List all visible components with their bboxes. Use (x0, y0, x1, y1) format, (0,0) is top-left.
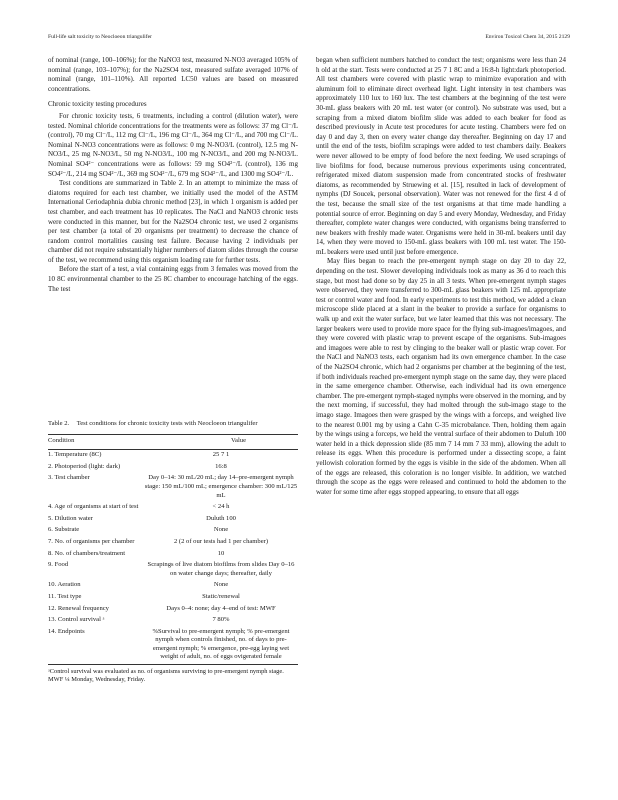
table-row (48, 514, 298, 526)
table-row (48, 592, 298, 604)
table-cell-value: Scrapings of live diatom biofilms from slides Day 0–16 on water change days; thereafter, daily (147, 561, 295, 577)
table-bottom-rule (48, 664, 298, 665)
table-row (48, 560, 298, 580)
table-cell-value: None (213, 526, 229, 534)
table-label: Table 2. (48, 420, 70, 427)
paragraph-treatments: For chronic toxicity tests, 6 treatments, including a control (dilution water), were tested. Nominal chloride concentrations for the treatments were as follows: 37 mg Cl⁻/L (control), 70 mg Cl⁻/L, 112 mg Cl⁻/L, 196 mg Cl⁻/L, 364 mg Cl⁻/L, and 700 mg Cl⁻/L. Nominal N-NO3 concentrations were as follows: 0 mg N-NO3/L (control), 12.5 mg N-NO3/L, 25 mg N-NO3/L, 50 mg N-NO3/L, 100 mg N-NO3/L, and 200 mg N-NO3/L. Nominal SO4²⁻ concentrations were as follows: 59 mg SO4²⁻/L (control), 136 mg SO4²⁻/L, 214 mg SO4²⁻/L, 369 mg SO4²⁻/L, 679 mg SO4²⁻/L, and 1300 mg SO4²⁻/L. (48, 111, 298, 178)
table-row (48, 604, 298, 616)
table-cell-value: Static/renewal (202, 592, 240, 600)
footnote-a: ᵃControl survival was evaluated as no. of organisms surviving to pre-emergent nymph stage. (48, 668, 284, 676)
table-row (48, 627, 298, 664)
table-header (48, 435, 298, 450)
paragraph-measured-concentrations: of nominal (range, 100–106%); for the NaNO3 test, measured N-NO3 averaged 105% of nominal (range, 103–107%); for the Na2SO4 test, measured sulfate averaged 107% of nominal (range, 101–110%). All reported LC50 values are based on measured concentrations. (48, 56, 298, 93)
table-cell-value: None (213, 581, 229, 589)
table-cell-condition: 9. Food (48, 561, 69, 569)
table-cell-value: %Survival to pre-emergent nymph; % pre-emergent nymph when controls finished, no. of days to pre-emergent nymph; % emergence, pre-egg laying wet weight of adult, no. of eggs ovigerated female (152, 627, 290, 661)
table-cell-condition: 7. No. of organisms per chamber (48, 537, 135, 545)
table-cell-value: Day 0–14: 30 mL/20 mL; day 14–pre-emergent nymph stage: 150 mL/100 mL; emergence chamber: 300 mL/125 mL (144, 474, 298, 499)
paragraph-emergence: May flies began to reach the pre-emergent nymph stage on day 20 to day 22, depending on the test. Slower developing individuals took as many as 36 d to reach this stage, but most had done so by day 25 in all 3 tests. When pre-emergent nymph stages were observed, they were transferred to 300-mL glass beakers with 125 mL appropriate test or control water and food. In early experiments to test this method, we added a clean microscope slide placed at a slant in the beaker to provide a surface for organisms to walk up and exit the water surface, but we later learned that this was not necessary. The larger beakers were used to provide more space for the flying sub-imagoes/imagoes, and they were covered with plastic wrap to prevent escape of the organisms. Sub-imagoes and imagoes were able to rest by clinging to the beaker wall or plastic wrap cover. For the NaCl and NaNO3 tests, each organism had its own emergence chamber. In the case of the Na2SO4 chronic, which had 2 organisms per chamber at the beginning of the test, if both individuals reached pre-emergent nymph stage on the same day, they were placed in the same emergence chamber. Otherwise, each individual had its own emergence chamber. The pre-emergent nymph-staged nymphs were observed in the morning, and by the next morning, if successful, they had molted through the sub-imago stage to the imago stage. Imagoes then were grasped by the wings with a forceps, and weighed live to the nearest 0.001 mg by using a Cahn C-35 microbalance. Then, holding them again by the wings using a forceps, we held the ventral surface of their abdomen to Duluth 100 water held in a thick depression slide (85 mm 7 14 mm 7 33 mm), allowing the adult to release its eggs. When this procedure is performed under a dissecting scope, a faint yellowish coloration formed by the eggs is visible in the side of the abdomen. When all of the eggs are released, this coloration is no longer visible. In addition, we watched through the scope as the eggs were released and continued to hold the abdomen to the water for some time after eggs stopped appearing, to ensure that all eggs (316, 257, 566, 496)
table-row (48, 462, 298, 474)
table-2 (48, 420, 298, 685)
right-column (316, 56, 566, 497)
table-cell-condition: 14. Endpoints (48, 627, 85, 635)
table-row (48, 502, 298, 514)
section-heading-chronic: Chronic toxicity testing procedures (48, 100, 147, 109)
table-cell-value: Days 0–4: none; day 4–end of test: MWF (166, 604, 276, 612)
table-row (48, 580, 298, 592)
paragraph-test-procedure: began when sufficient numbers hatched to conduct the test; organisms were less than 24 h old at the start. Tests were conducted at 25 7 1 8C and a 16:8-h light:dark photoperiod. All test chambers were covered with plastic wrap to minimize evaporation and with aluminum foil to eliminate direct overhead light. Light intensity in test chambers was approximately 110 lux to 160 lux. The test chambers at the beginning of the test were 30-mL glass beakers with 20 mL test water (or control). No substrate was used, but a scraping from a mixed diatom biofilm slide was added to each beaker for food as described previously in Acute test procedures for acute testing. Chambers were fed on day 0 and day 3, then on every water change day thereafter. Beginning on day 17 and until the end of the tests, biofilm scrapings were added to test chambers daily. Beakers were never allowed to be empty of food before the next feeding. We used scrapings of live biofilms for food, because numerous previous experiments using concentrated, refrigerated mixed diatom suspension made from concentrated stocks of freshwater diatoms, as recommended by Struewing et al. [15], resulted in lack of development of nymphs (DJ Soucek, personal observation). Water was not renewed for the first 4 d of the test, because the small size of the test organisms at that time made handling a potential source of error. Beginning on day 5 and every Monday, Wednesday, and Friday thereafter, complete water changes were conducted, with organisms being transferred to new beakers with freshly made water. Organisms were held in 30-mL beakers until day 14, when they were moved to 150-mL glass beakers with 100 mL test water. The 150-mL beakers were used until just before emergence. (316, 56, 566, 256)
table-cell-value: < 24 h (212, 503, 230, 511)
table-body (48, 450, 298, 664)
table-row (48, 473, 298, 502)
table-cell-value: 10 (217, 549, 225, 557)
table-row (48, 537, 298, 549)
footnote-b: MWF ¼ Monday, Wednesday, Friday. (48, 676, 146, 684)
table-cell-condition: 6. Substrate (48, 526, 80, 534)
paragraph-test-conditions: Test conditions are summarized in Table 2. In an attempt to minimize the mass of diatoms required for each test chamber, we initially used the model of the ASTM International Ceriodaphnia dubia chronic method [23], in which 1 organism is added per test chamber, and each treatment has 10 replicates. The NaCl and NaNO3 chronic tests were conducted in this manner, but for the Na2SO4 chronic test, we used 2 organisms per test chamber (a total of 20 organisms per treatment) to decrease the chance of random control mortalities causing test failure. Because having 2 individuals per chamber did not require substantially higher numbers of diatom slides through the course of the test, we recommend using this organism loading rate for further tests. (48, 179, 298, 264)
table-cell-value: 25 7 1 (212, 451, 230, 459)
table-cell-value: 7 80% (212, 616, 230, 624)
table-cell-condition: 12. Renewal frequency (48, 604, 109, 612)
table-cell-condition: 13. Control survival ᵃ (48, 616, 105, 624)
table-cell-condition: 4. Age of organisms at start of test (48, 503, 139, 511)
header-value: Value (230, 436, 246, 444)
table-cell-value: Duluth 100 (206, 514, 236, 522)
table-footnotes (48, 668, 298, 685)
table-cell-condition: 8. No. of chambers/treatment (48, 549, 126, 557)
table-cell-condition: 3. Test chamber (48, 474, 90, 482)
table-row (48, 615, 298, 627)
table-caption-text: Test conditions for chronic toxicity tests with Neocloeon triangulifer (76, 420, 258, 427)
table-row (48, 450, 298, 462)
running-head-citation: Environ Toxicol Chem 34, 2015 2129 (485, 34, 570, 40)
table-cell-condition: 10. Aeration (48, 581, 81, 589)
running-head-title: Full-life salt toxicity to Neocloeon triangulifer (48, 34, 152, 40)
table-cell-condition: 5. Dilution water (48, 514, 93, 522)
table-cell-condition: 1. Temperature (8C) (48, 451, 102, 459)
header-condition: Condition (48, 436, 75, 444)
table-caption (48, 420, 298, 429)
table-cell-value: 16:8 (215, 462, 227, 470)
table-cell-condition: 2. Photoperiod (light: dark) (48, 462, 121, 470)
table-row (48, 525, 298, 537)
table-row (48, 549, 298, 561)
paragraph-egg-vial: Before the start of a test, a vial containing eggs from 3 females was moved from the 10 8C environmental chamber to the 25 8C chamber to encourage hatching of the eggs. The test (48, 265, 298, 293)
left-column (48, 56, 298, 294)
table-cell-condition: 11. Test type (48, 592, 82, 600)
table-cell-value: 2 (2 of our tests had 1 per chamber) (173, 537, 269, 545)
